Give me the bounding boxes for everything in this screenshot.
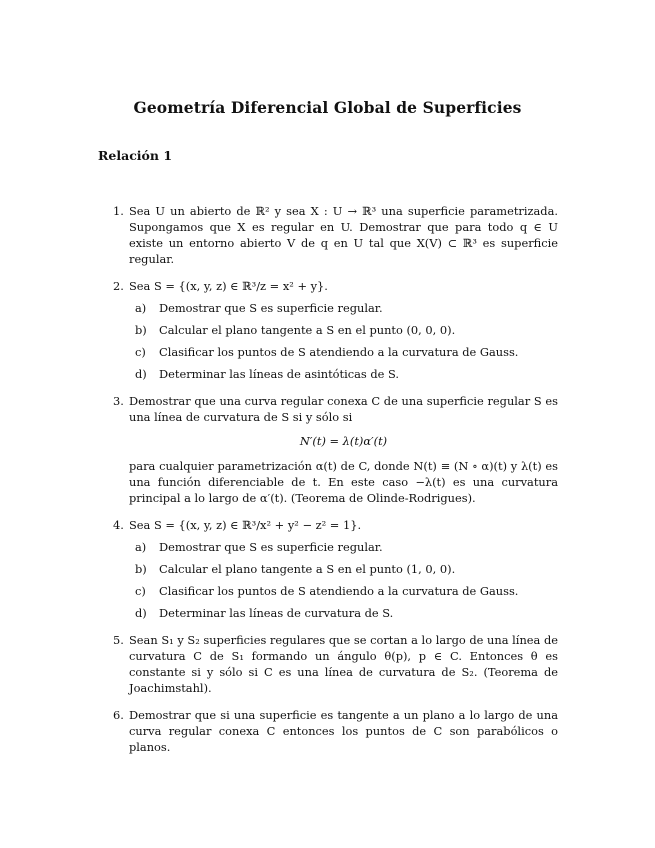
document-title: Geometría Diferencial Global de Superficies <box>133 98 522 117</box>
problem-item <box>98 707 558 755</box>
subproblem-label: a) <box>135 540 147 554</box>
problem-number: 3. <box>113 394 124 408</box>
problem-text-continued: para cualquier parametrización α(t) de C, donde N(t) ≡ (N ∘ α)(t) y λ(t) es una función diferenciable de t. En este caso −λ(t) es una curvatura principal a lo largo de α′(t). (Teorema de Olinde-Rodrigues). <box>129 459 558 505</box>
problem-number: 6. <box>113 708 124 722</box>
subproblem-item <box>135 561 558 577</box>
problem-text: Demostrar que si una superficie es tangente a un plano a lo largo de una curva regular conexa C entonces los puntos de C son parabólicos o planos. <box>129 708 558 754</box>
subproblem-label: c) <box>135 345 146 359</box>
problem-text: Sean S₁ y S₂ superficies regulares que se cortan a lo largo de una línea de curvatura C de S₁ formando un ángulo θ(p), p ∈ C. Entonces θ es constante si y sólo si C es una línea de curvatura de S₂. (Teorema de Joachimstahl). <box>129 633 558 695</box>
problem-number: 5. <box>113 633 124 647</box>
subproblem-label: b) <box>135 562 147 576</box>
subproblem-text: Demostrar que S es superficie regular. <box>159 540 383 554</box>
problem-text: Demostrar que una curva regular conexa C de una superficie regular S es una línea de curvatura de S si y sólo si <box>129 394 558 424</box>
problem-item <box>98 203 558 267</box>
subproblem-item <box>135 366 558 382</box>
problem-number: 2. <box>113 279 124 293</box>
problem-number: 1. <box>113 204 124 218</box>
section-heading: Relación 1 <box>98 148 173 163</box>
problem-item <box>98 393 558 506</box>
subproblem-text: Calcular el plano tangente a S en el punto (1, 0, 0). <box>159 562 456 576</box>
subproblem-label: c) <box>135 584 146 598</box>
subproblem-label: d) <box>135 606 147 620</box>
subproblem-text: Calcular el plano tangente a S en el punto (0, 0, 0). <box>159 323 456 337</box>
problem-list <box>98 203 558 766</box>
problem-item <box>98 517 558 621</box>
problem-text: Sea S = {(x, y, z) ∈ ℝ³/z = x² + y}. <box>129 279 328 293</box>
subproblem-item <box>135 344 558 360</box>
problem-text: Sea U un abierto de ℝ² y sea X : U → ℝ³ una superficie parametrizada. Supongamos que X es regular en U. Demostrar que para todo q ∈ U existe un entorno abierto V de q en U tal que X(V) ⊂ ℝ³ es superficie regular. <box>129 204 558 266</box>
problem-text: Sea S = {(x, y, z) ∈ ℝ³/x² + y² − z² = 1}. <box>129 518 362 532</box>
subproblem-label: b) <box>135 323 147 337</box>
subproblem-text: Demostrar que S es superficie regular. <box>159 301 383 315</box>
subproblem-item <box>135 539 558 555</box>
subproblem-item <box>135 300 558 316</box>
subproblem-text: Determinar las líneas de asintóticas de S. <box>159 367 400 381</box>
subproblem-label: d) <box>135 367 147 381</box>
problem-number: 4. <box>113 518 124 532</box>
subproblem-label: a) <box>135 301 147 315</box>
subproblem-text: Determinar las líneas de curvatura de S. <box>159 606 394 620</box>
subproblem-item <box>135 583 558 599</box>
subproblem-item <box>135 605 558 621</box>
subproblem-text: Clasificar los puntos de S atendiendo a la curvatura de Gauss. <box>159 584 519 598</box>
subproblem-item <box>135 322 558 338</box>
problem-item <box>98 632 558 696</box>
display-equation: N′(t) = λ(t)α′(t) <box>299 434 388 448</box>
subproblem-text: Clasificar los puntos de S atendiendo a la curvatura de Gauss. <box>159 345 519 359</box>
problem-item <box>98 278 558 382</box>
